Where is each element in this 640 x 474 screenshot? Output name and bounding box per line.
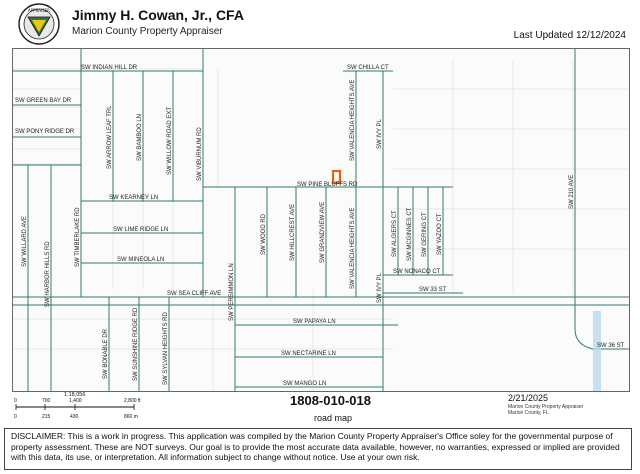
last-updated: Last Updated 12/12/2024 [513,30,626,41]
map-credit [508,404,583,416]
street-label-nonaco: SW NONACO CT [393,269,441,275]
parcel-id: 1808-010-018 [290,393,371,408]
street-label-bamboo: SW BAMBOO LN [137,113,143,161]
county-seal-icon [18,3,60,45]
scale-m-3: 860 m [124,414,138,420]
street-label-ivy-south: SW IVY PL [377,273,383,303]
street-label-sw-33: SW 33 ST [419,287,447,293]
street-label-chilla: SW CHILLA CT [347,65,389,71]
scale-ft-1: 700 [42,398,51,404]
street-label-indian-hill: SW INDIAN HILL DR [81,65,138,71]
water-feature [593,311,601,391]
street-label-sunshine-ridge: SW SUNSHINE RIDGE RD [133,307,139,381]
appraiser-title: Marion County Property Appraiser [72,26,223,37]
map-date: 2/21/2025 [508,393,549,403]
street-label-sw-210: SW 210 AVE [569,174,575,209]
map-label: road map [314,413,353,423]
disclaimer: DISCLAIMER: This is a work in progress. This application was compiled by the Marion County Property Appraiser's Office soley for the governmental purpose of property assessment. These are NOT surveys. Our goal is to provide the most accurate data available, however, no warranties, expressed or implied are provided with this data, its use, or interpretation. All information subject to change without notice. Use at your own risk. [4,428,632,470]
street-label-mcginnes: SW MCGINNES CT [407,207,413,261]
street-label-grandview: SW GRANDVIEW AVE [320,201,326,263]
street-label-hillcrest: SW HILLCREST AVE [290,203,296,261]
street-label-wood: SW WOOD RD [261,214,267,255]
street-label-willard: SW WILLARD AVE [22,216,28,267]
appraiser-name: Jimmy H. Cowan, Jr., CFA [72,7,244,23]
street-label-nectarine: SW NECTARINE LN [281,351,336,357]
map-credit-line-2: Marion County, FL [508,410,549,416]
street-label-mineola: SW MINEOLA LN [117,257,165,263]
street-label-valencia-heights-north: SW VALENCIA HEIGHTS AVE [350,79,356,161]
street-label-pine-bluffs: SW PINE BLUFFS RD [297,182,358,188]
street-label-timberlake: SW TIMBERLAKE RD [75,207,81,267]
header [0,0,640,48]
street-label-yazoo: SW YAZOO CT [437,213,443,255]
street-label-sw-36: SW 36 ST [597,343,625,349]
street-label-mango: SW MANGO LN [283,381,327,387]
street-label-willow-road: SW WILLOW ROAD EXT [167,106,173,175]
scale-m-0: 0 [14,414,17,420]
scale-bar [12,390,162,426]
street-label-ivy-north: SW IVY PL [377,119,383,149]
scale-ft-0: 0 [14,398,17,404]
street-label-pony-ridge: SW PONY RIDGE DR [15,129,75,135]
street-label-gering: SW GERING CT [422,212,428,257]
map-credit-line-1: Marion County Property Appraiser [508,404,584,410]
street-label-green-bay: SW GREEN BAY DR [15,98,72,104]
scale-ratio: 1:18,056 [64,392,86,398]
street-label-papaya: SW PAPAYA LN [293,319,336,325]
street-label-arrow-leaf: SW ARROW LEAF TRL [107,105,113,169]
map-canvas[interactable] [13,49,629,391]
street-label-algiers: SW ALGIERS CT [392,210,398,257]
svg-text:APPRAISER: APPRAISER [28,8,50,13]
street-label-bonable: SW BONABLE DR [103,328,109,379]
street-label-viburnum: SW VIBURNUM RD [197,127,203,181]
street-label-kearney: SW KEARNEY LN [109,195,159,201]
street-label-harbor-hills: SW HARBOR HILLS RD [45,241,51,307]
street-label-persimmon: SW PERSIMMON LN [229,263,235,321]
street-label-valencia-heights-south: SW VALENCIA HEIGHTS AVE [350,207,356,289]
road-map[interactable] [12,48,630,392]
scale-ft-2: 1,400 [69,398,82,404]
street-label-lime-ridge: SW LIME RIDGE LN [113,227,169,233]
footer [0,390,640,474]
street-label-sylvan-heights: SW SYLVAN HEIGHTS RD [163,312,169,385]
street-label-sea-cliff: SW SEA CLIFF AVE [167,291,222,297]
scale-m-1: 215 [42,414,51,420]
scale-m-2: 430 [70,414,79,420]
scale-ft-3: 2,800 ft [124,398,141,404]
